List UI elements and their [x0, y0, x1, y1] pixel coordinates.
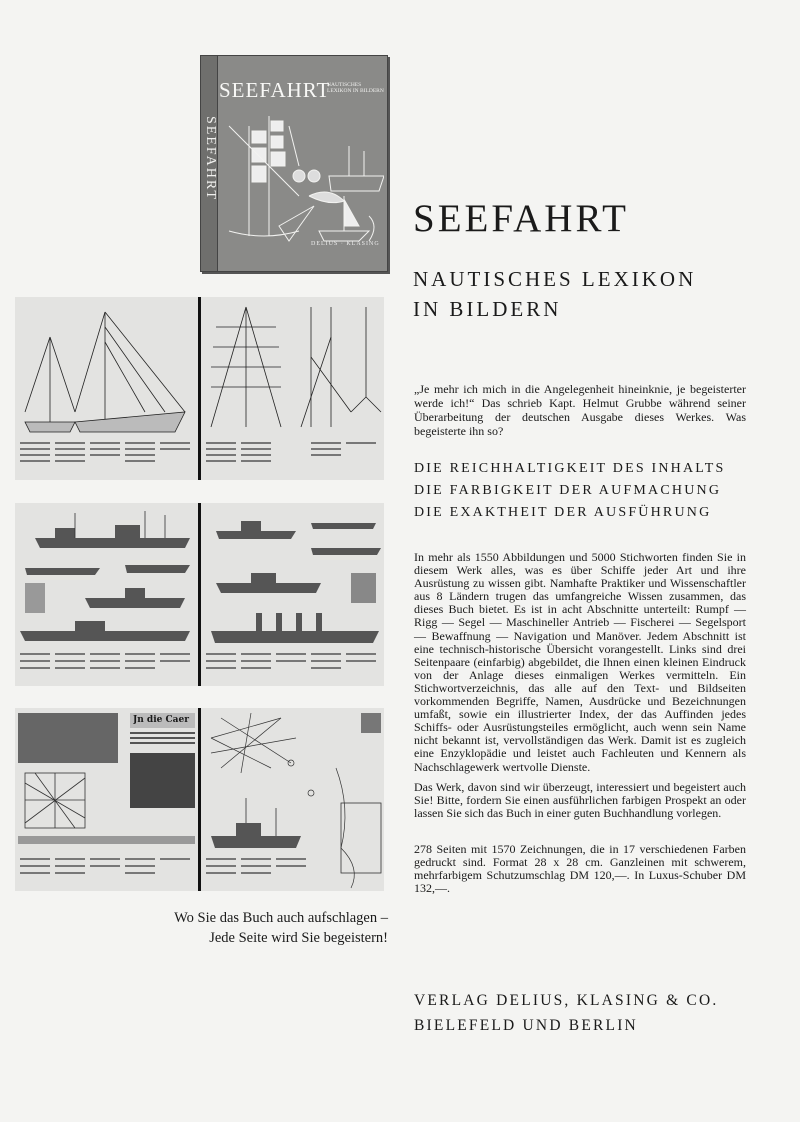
body-paragraph-invitation: Das Werk, davon sind wir überzeugt, interessiert und begeistert auch Sie! Bitte, fordern Sie einen ausführlichen farbigen Prospekt an oder lassen Sie sich das Buch in einer guten Buchhandlung vorlegen.	[414, 780, 746, 821]
feature-item: DIE EXAKTHEIT DER AUSFÜHRUNG	[414, 505, 712, 520]
publisher-name: VERLAG DELIUS, KLASING & CO.	[414, 992, 719, 1009]
image-caption	[110, 908, 388, 948]
book-spine	[201, 56, 218, 271]
book-cover-image	[200, 55, 388, 272]
sample-page-navigation-history	[15, 708, 198, 891]
sample-page-blackletter-title: Jn die Caer	[133, 715, 189, 725]
book-cover-subtitle: NAUTISCHES LEXIKON IN BILDERN	[327, 82, 384, 94]
sample-page-charts-trawler	[201, 708, 384, 891]
publisher-location: BIELEFELD UND BERLIN	[414, 1017, 638, 1034]
body-paragraph-description: In mehr als 1550 Abbildungen und 5000 Stichworten finden Sie in diesem Werk alles, was es über Schiffe jeder Art und ihre Ausrüstung zu wissen gibt. Namhafte Praktiker und Wissenschaftler aus 8 Ländern trugen das umfangreiche Wissen zusammen, das dieses Buch bietet. Es ist in acht Abschnitte unterteilt: Rumpf — Rigg — Segel — Maschineller Antrieb — Fischerei — Segelsport — Bewaffnung — Navigation und Manöver. Jedem Abschnitt ist eine technisch-historische Übersicht vorangestellt. Links sind drei Seitenpaare (einfarbig) abgebildet, die Ihnen einen kleinen Eindruck von der Anlage dieses einmaligen Werkes vermitteln. Ein Stichwortverzeichnis, das alle auf den Text- und Bildseiten vorkommenden Begriffe, Namen, Ausdrücke und Bezeichnungen umfaßt, sowie ein illustrierter Index, der das Auffinden jedes Schiffs- oder Ausrüstungsteiles ermöglicht, auch wenn sein Name nicht bekannt ist, vervollständigen das Werk. Damit ist es zugleich eine Enzyklopädie und leistet auch Fachleuten und Kennern als Nachschlagewerk wertvolle Dienste.	[414, 550, 746, 774]
feature-item: DIE FARBIGKEIT DER AUFMACHUNG	[414, 483, 722, 498]
caption-line: Wo Sie das Buch auch aufschlagen –	[174, 910, 388, 926]
sample-page-cargo-ships	[15, 503, 198, 686]
publisher-imprint	[414, 988, 718, 1038]
sample-page-rigging	[201, 297, 384, 480]
feature-list	[414, 458, 726, 524]
page-subtitle	[413, 264, 696, 324]
subtitle-line: NAUTISCHES LEXIKON	[413, 267, 697, 291]
intro-quote: „Je mehr ich mich in die Angelegenheit hineinknie, je begeisterter werde ich!“ Das schrieb Kapt. Helmut Grubbe während seiner Überarbeitung der deutschen Ausgabe dieses Werkes. Was begeisterte ihn so?	[414, 382, 746, 438]
subtitle-line: IN BILDERN	[413, 297, 562, 321]
sample-page-sailing-ships	[15, 297, 198, 480]
feature-item: DIE REICHHALTIGKEIT DES INHALTS	[414, 461, 726, 476]
book-cover-title: SEEFAHRT	[219, 78, 331, 102]
sample-page-steamers	[201, 503, 384, 686]
caption-line: Jede Seite wird Sie begeistern!	[209, 930, 388, 946]
ship-drawings-illustration	[219, 106, 384, 246]
book-spine-title: SEEFAHRT	[203, 116, 218, 201]
page-title: SEEFAHRT	[413, 197, 629, 240]
body-paragraph-specs-price: 278 Seiten mit 1570 Zeichnungen, die in 17 verschiedenen Farben gedruckt sind. Format 28 x 28 cm. Ganzleinen mit schwerem, mehrfarbigem Schutzumschlag DM 120,—. In Luxus-Schuber DM 132,—.	[414, 842, 746, 896]
book-cover-publisher: DELIUS · KLASING	[311, 241, 380, 247]
